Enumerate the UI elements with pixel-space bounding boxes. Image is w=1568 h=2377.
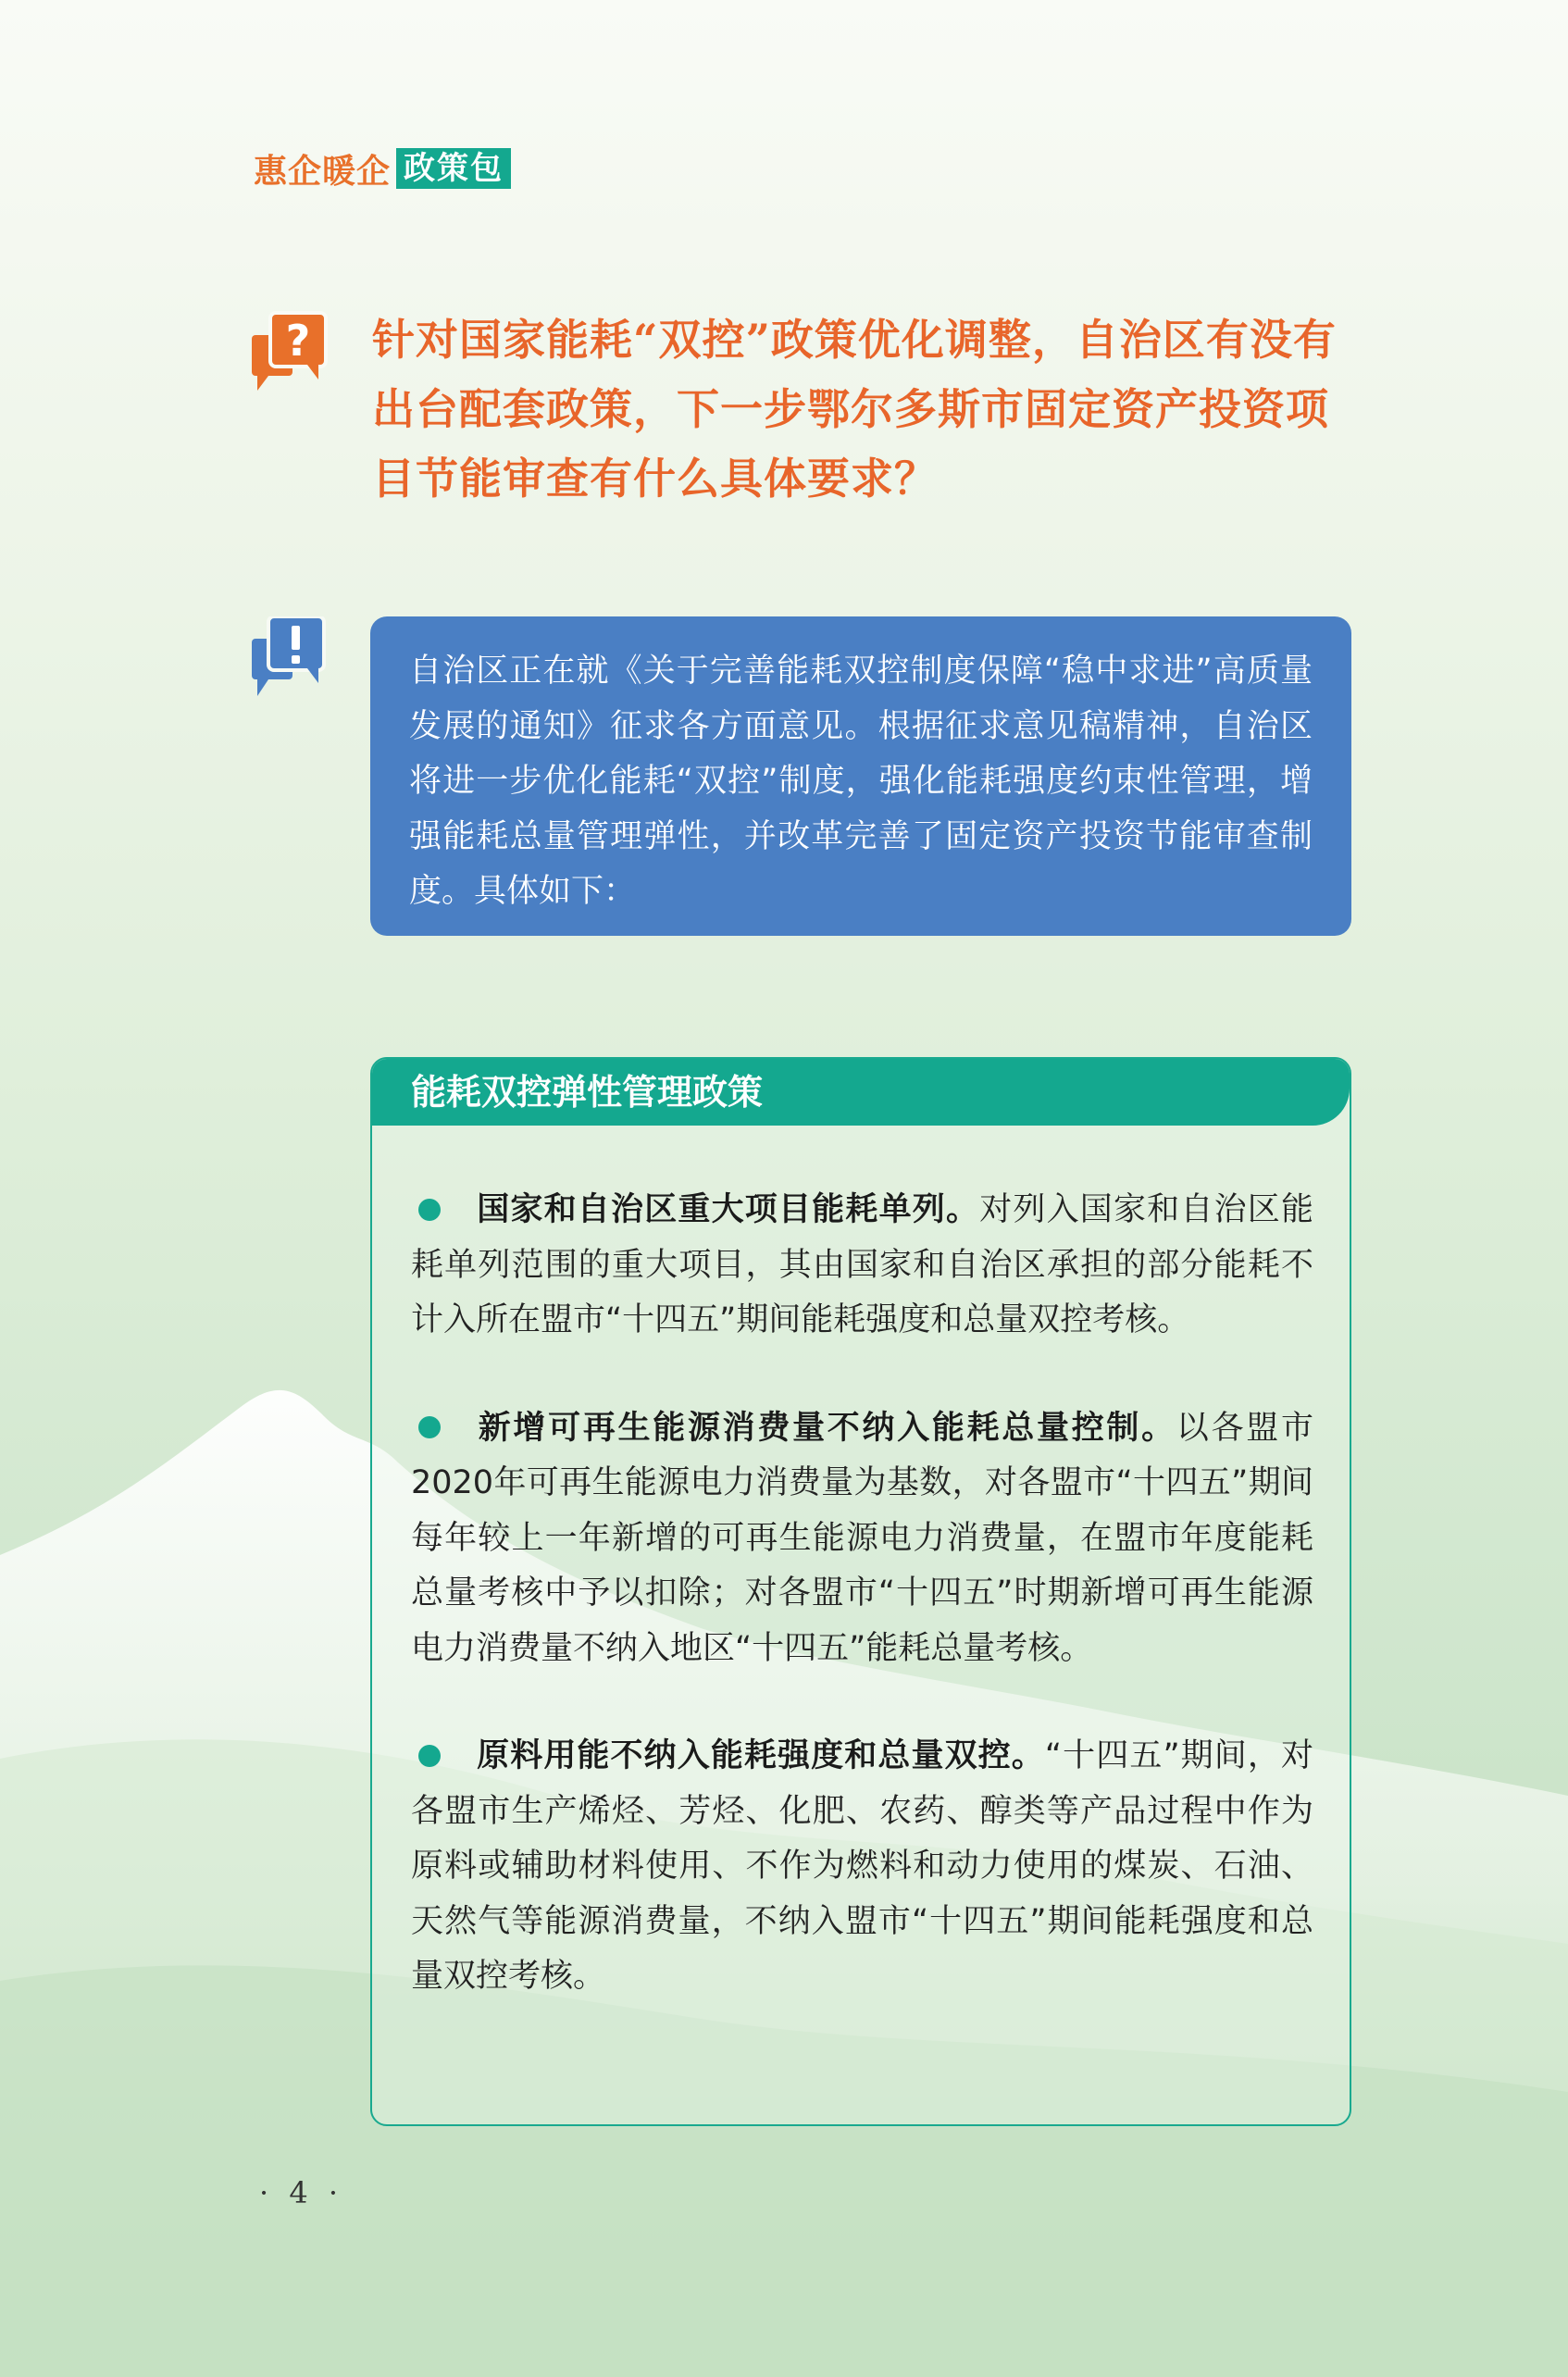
policy-item-lead: 原料用能不纳入能耗强度和总量双控。 [476,1737,1045,1774]
policy-item-lead: 新增可再生能源消费量不纳入能耗总量控制。 [476,1409,1176,1447]
answer-box [370,616,1351,936]
policy-item-body: 对列入国家和自治区能耗单列范围的重大项目，其由国家和自治区承担的部分能耗不计入所在盟市“十四五”期间能耗强度和总量双控考核。 [411,1191,1313,1338]
question-mark-speech-bubble-icon [252,311,328,394]
policy-item [411,1729,1313,2005]
page-number: · 4 · [259,2175,344,2210]
svg-text:?: ? [285,316,311,366]
policy-item [411,1183,1313,1349]
exclamation-speech-bubble-icon [252,616,354,698]
brand-title: 惠企暖企 [254,151,392,191]
question-heading: 针对国家能耗“双控”政策优化调整，自治区有没有出台配套政策，下一步鄂尔多斯市固定资产投资项目节能审查有什么具体要求？ [372,315,1337,504]
policy-item-list [411,1183,1313,2058]
header-brand [254,146,511,191]
answer-text: 自治区正在就《关于完善能耗双控制度保障“稳中求进”高质量发展的通知》征求各方面意见。根据征求意见稿精神，自治区将进一步优化能耗“双控”制度，强化能耗强度约束性管理，增强能耗总量管理弹性，并改革完善了固定资产投资节能审查制度。具体如下： [409,653,1313,910]
policy-card-title: 能耗双控弹性管理政策 [372,1059,1350,1126]
policy-item [411,1401,1313,1677]
policy-item-lead: 国家和自治区重大项目能耗单列。 [476,1191,980,1228]
bullet-dot-icon [418,1745,441,1767]
policy-package-tag: 政策包 [396,148,511,189]
bullet-dot-icon [418,1416,441,1438]
policy-card [370,1057,1351,2126]
bullet-dot-icon [418,1199,441,1221]
policy-item-body: “十四五”期间，对各盟市生产烯烃、芳烃、化肥、农药、醇类等产品过程中作为原料或辅助材料使用、不作为燃料和动力使用的煤炭、石油、天然气等能源消费量，不纳入盟市“十四五”期间能耗强度和总量双控考核。 [411,1737,1313,1995]
policy-item-body: 以各盟市2020年可再生能源电力消费量为基数，对各盟市“十四五”期间每年较上一年新增的可再生能源电力消费量，在盟市年度能耗总量考核中予以扣除；对各盟市“十四五”时期新增可再生能源电力消费量不纳入地区“十四五”能耗总量考核。 [411,1409,1313,1667]
